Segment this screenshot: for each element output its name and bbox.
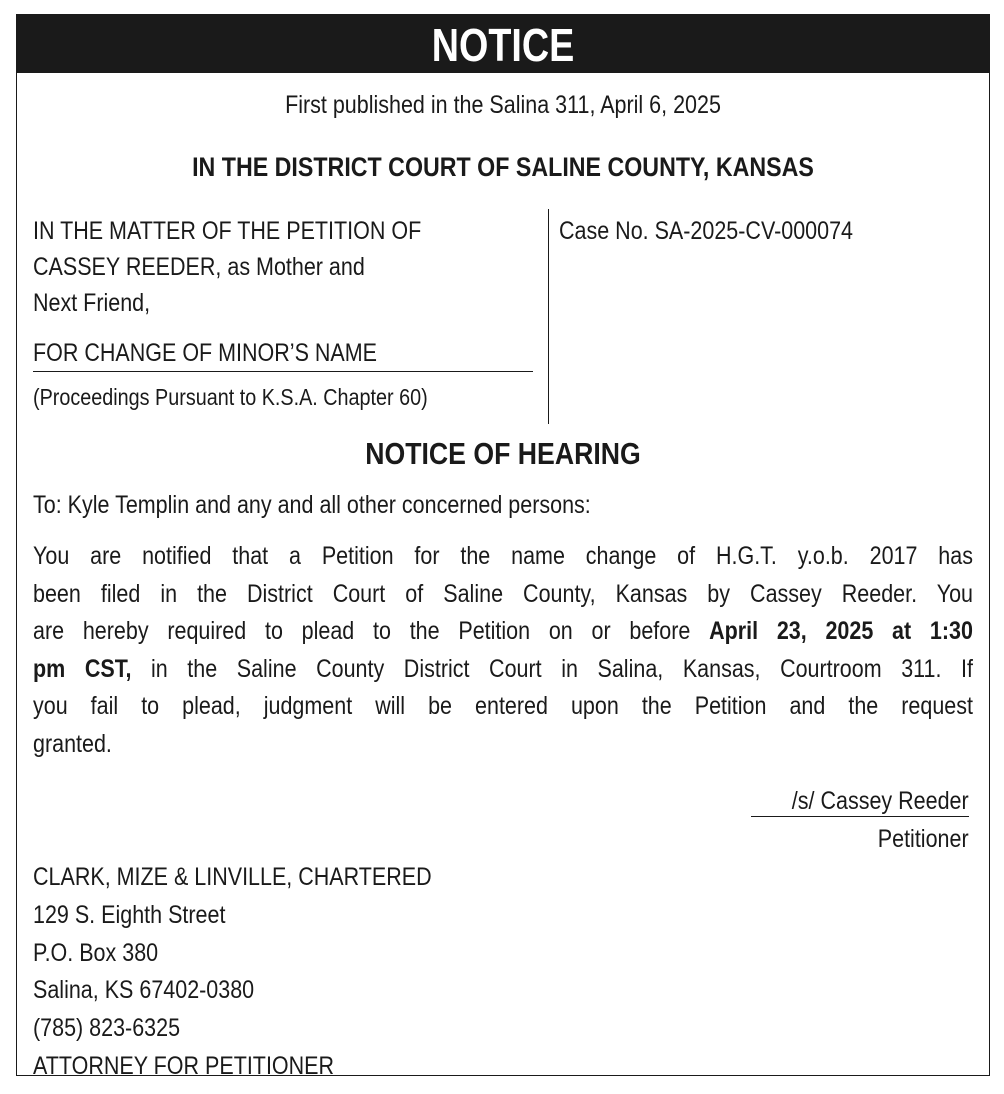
matter-purpose: FOR CHANGE OF MINOR’S NAME	[33, 339, 378, 367]
caption-divider	[33, 371, 533, 372]
attorney-city: Salina, KS 67402-0380	[33, 976, 255, 1004]
body-line: granted.	[33, 729, 112, 758]
hearing-date: April 23, 2025 at 1:30	[709, 617, 973, 645]
signature-role: Petitioner	[878, 825, 969, 853]
matter-line: IN THE MATTER OF THE PETITION OF	[33, 217, 422, 245]
publication-line: First published in the Salina 311, April 6, 2025	[285, 91, 721, 119]
proceedings-note: (Proceedings Pursuant to K.S.A. Chapter 60)	[33, 384, 428, 410]
attorney-street: 129 S. Eighth Street	[33, 901, 226, 929]
signature-name: /s/ Cassey Reeder	[792, 787, 969, 815]
signature-underline	[751, 816, 969, 817]
body-text: in the Saline County District Court in Salina, Kansas, Courtroom 311. If	[131, 654, 973, 683]
addressee-line: To: Kyle Templin and any and all other concerned persons:	[33, 491, 591, 519]
attorney-role: ATTORNEY FOR PETITIONER	[33, 1052, 335, 1080]
court-title: IN THE DISTRICT COURT OF SALINE COUNTY, KANSAS	[192, 152, 814, 182]
matter-line: Next Friend,	[33, 289, 151, 317]
body-text: are hereby required to plead to the Petition on or before	[33, 617, 710, 645]
legal-notice	[16, 14, 990, 1080]
body-line	[33, 651, 973, 689]
body-line: been filed in the District Court of Saline County, Kansas by Cassey Reeder. You	[33, 579, 973, 608]
body-line: you fail to plead, judgment will be entered upon the Petition and the request	[33, 692, 973, 720]
attorney-po-box: P.O. Box 380	[33, 939, 159, 967]
body-line: You are notified that a Petition for the name change of H.G.T. y.o.b. 2017 has	[33, 542, 973, 570]
attorney-phone: (785) 823-6325	[33, 1014, 181, 1042]
notice-banner-title: NOTICE	[104, 15, 901, 73]
attorney-firm: CLARK, MIZE & LINVILLE, CHARTERED	[33, 863, 432, 891]
hearing-time-zone: pm CST,	[33, 654, 132, 683]
hearing-body	[33, 538, 973, 763]
notice-banner	[17, 15, 989, 73]
hearing-title: NOTICE OF HEARING	[365, 436, 641, 471]
caption-vertical-divider	[548, 209, 549, 424]
body-line	[33, 613, 973, 651]
case-number: Case No. SA-2025-CV-000074	[559, 217, 854, 245]
matter-line: CASSEY REEDER, as Mother and	[33, 253, 365, 281]
